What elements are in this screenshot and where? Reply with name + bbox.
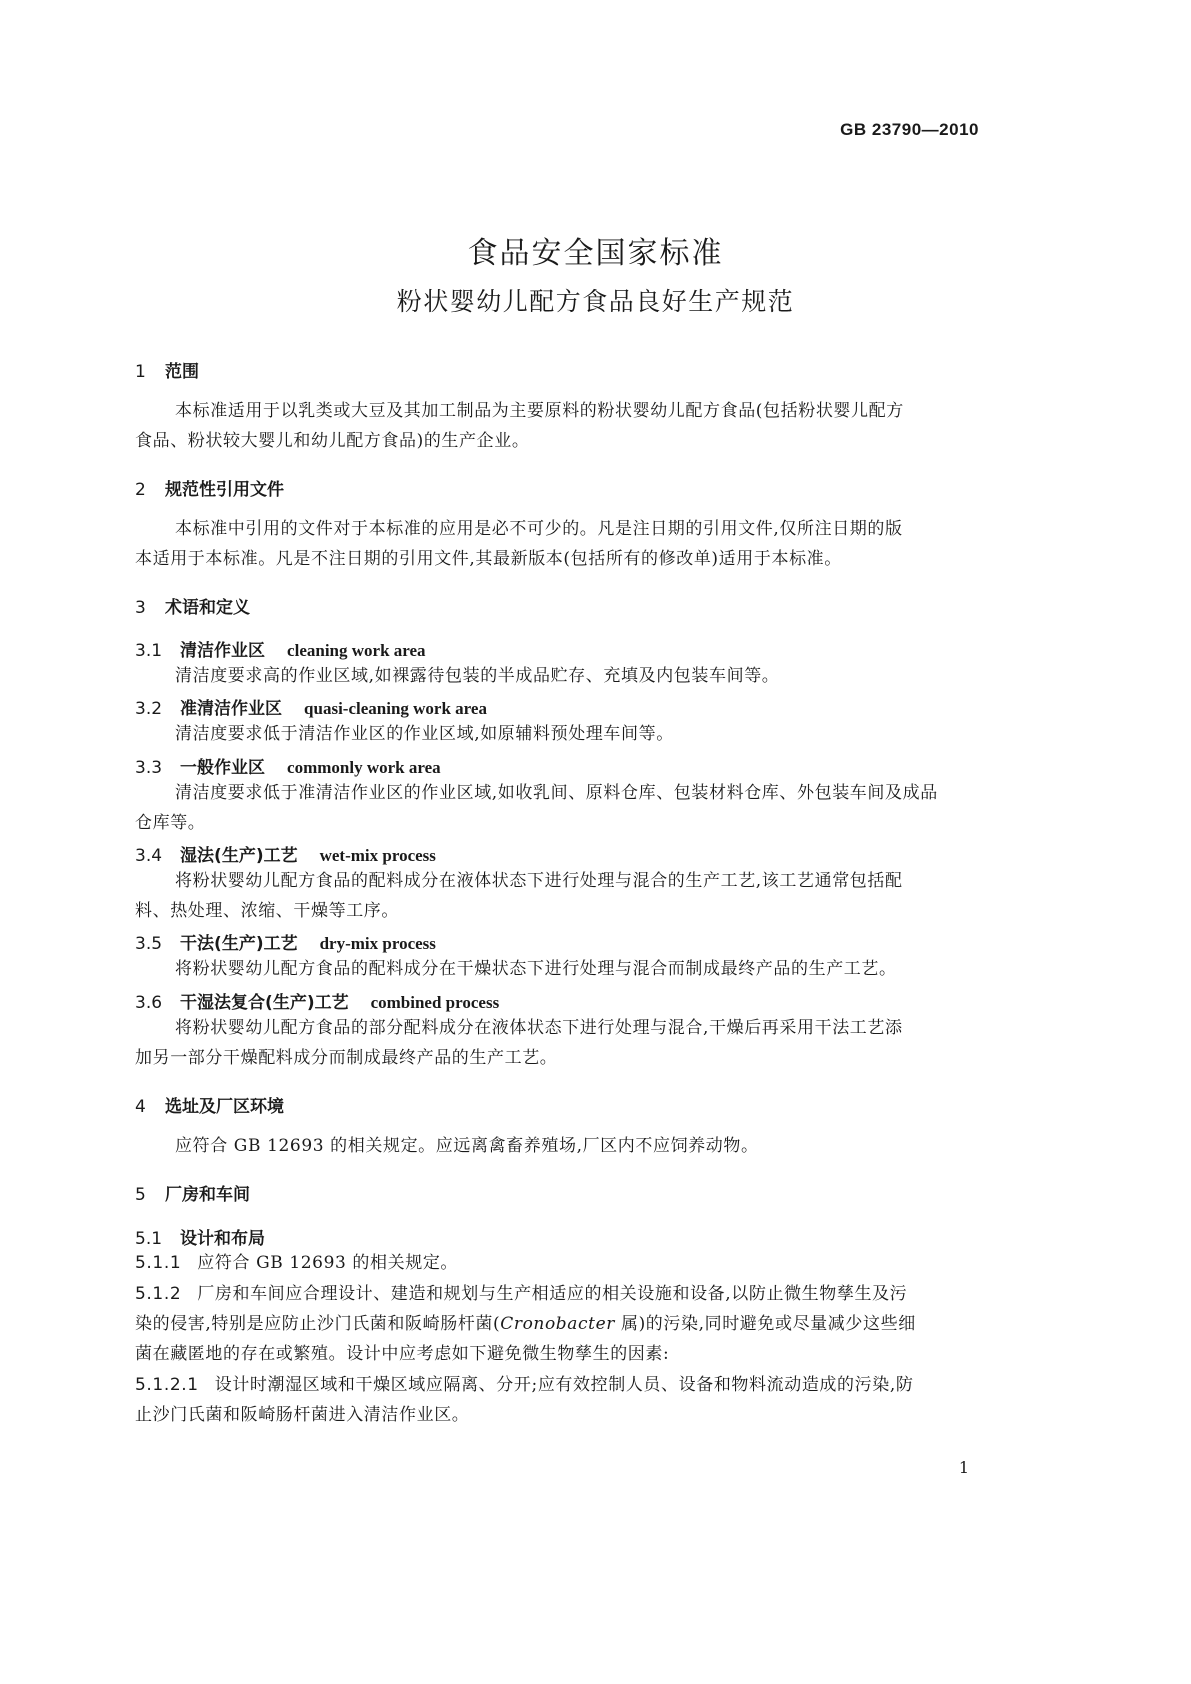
section-4-para: 应符合 GB 12693 的相关规定。应远离禽畜养殖场,厂区内不应饲养动物。 — [175, 1136, 759, 1156]
clause-number: 5.1.2.1 — [135, 1375, 199, 1395]
subsection-number: 5.1 — [135, 1229, 163, 1249]
term-number: 3.5 — [135, 934, 163, 954]
term-zh: 干湿法复合(生产)工艺 — [180, 993, 349, 1013]
clause-number: 5.1.1 — [135, 1253, 182, 1273]
term-number: 3.2 — [135, 699, 163, 719]
clause-text-part-a: 染的侵害,特别是应防止沙门氏菌和阪崎肠杆菌( — [135, 1314, 501, 1334]
term-number: 3.4 — [135, 846, 163, 866]
term-3-4-definition-line2: 料、热处理、浓缩、干燥等工序。 — [135, 901, 399, 921]
clause-5-1-2-line3: 菌在藏匿地的存在或繁殖。设计中应考虑如下避免微生物孳生的因素: — [135, 1344, 670, 1364]
section-1-heading — [135, 357, 199, 382]
term-number: 3.1 — [135, 641, 163, 661]
section-number: 4 — [135, 1097, 146, 1117]
clause-5-1-2-line2 — [135, 1309, 916, 1339]
clause-5-1-2-1-line1 — [135, 1370, 913, 1400]
section-title: 厂房和车间 — [165, 1185, 250, 1205]
page-title: 食品安全国家标准 — [467, 236, 724, 271]
page-subtitle: 粉状婴幼儿配方食品良好生产规范 — [396, 287, 795, 316]
term-number: 3.3 — [135, 758, 163, 778]
section-2-para-line1: 本标准中引用的文件对于本标准的应用是必不可少的。凡是注日期的引用文件,仅所注日期的版 — [175, 519, 903, 539]
section-5-heading — [135, 1180, 250, 1205]
term-3-6-definition-line2: 加另一部分干燥配料成分而制成最终产品的生产工艺。 — [135, 1048, 558, 1068]
term-en: combined process — [370, 993, 500, 1012]
document-number: GB 23790—2010 — [840, 120, 979, 139]
section-title: 规范性引用文件 — [165, 480, 284, 500]
section-title: 选址及厂区环境 — [165, 1097, 284, 1117]
term-3-1-definition: 清洁度要求高的作业区域,如裸露待包装的半成品贮存、充填及内包装车间等。 — [175, 666, 780, 686]
clause-5-1-1 — [135, 1248, 458, 1278]
section-number: 1 — [135, 362, 146, 382]
section-1-para-line2: 食品、粉状较大婴儿和幼儿配方食品)的生产企业。 — [135, 431, 530, 451]
term-en: quasi-cleaning work area — [304, 699, 487, 718]
genus-name: Cronobacter — [500, 1314, 615, 1334]
clause-text: 应符合 GB 12693 的相关规定。 — [197, 1253, 459, 1273]
term-zh: 一般作业区 — [180, 758, 266, 778]
section-title: 范围 — [165, 362, 199, 382]
term-3-3-heading — [135, 753, 441, 778]
term-zh: 湿法(生产)工艺 — [180, 846, 298, 866]
term-3-4-definition-line1: 将粉状婴幼儿配方食品的配料成分在液体状态下进行处理与混合的生产工艺,该工艺通常包括配 — [175, 871, 903, 891]
clause-5-1-2-line1 — [135, 1279, 907, 1309]
term-number: 3.6 — [135, 993, 163, 1013]
term-en: wet-mix process — [319, 846, 436, 865]
term-3-6-heading — [135, 988, 499, 1013]
clause-number: 5.1.2 — [135, 1284, 182, 1304]
section-4-heading — [135, 1092, 284, 1117]
section-title: 术语和定义 — [165, 598, 250, 618]
clause-text-part-b: 属)的污染,同时避免或尽量减少这些细 — [614, 1314, 916, 1334]
term-3-2-definition: 清洁度要求低于清洁作业区的作业区域,如原辅料预处理车间等。 — [175, 724, 674, 744]
clause-5-1-2-1-line2: 止沙门氏菌和阪崎肠杆菌进入清洁作业区。 — [135, 1405, 470, 1425]
section-number: 3 — [135, 598, 146, 618]
term-en: cleaning work area — [287, 641, 426, 660]
term-zh: 准清洁作业区 — [180, 699, 283, 719]
subsection-5-1-heading — [135, 1224, 265, 1249]
clause-text: 设计时潮湿区域和干燥区域应隔离、分开;应有效控制人员、设备和物料流动造成的污染,防 — [214, 1375, 914, 1395]
term-en: dry-mix process — [319, 934, 436, 953]
term-3-3-definition-line1: 清洁度要求低于准清洁作业区的作业区域,如收乳间、原料仓库、包装材料仓库、外包装车间及成品 — [175, 783, 938, 803]
term-3-4-heading — [135, 841, 436, 866]
section-1-para-line1: 本标准适用于以乳类或大豆及其加工制品为主要原料的粉状婴幼儿配方食品(包括粉状婴儿配方 — [175, 401, 904, 421]
clause-text: 厂房和车间应合理设计、建造和规划与生产相适应的相关设施和设备,以防止微生物孳生及污 — [197, 1284, 908, 1304]
term-3-3-definition-line2: 仓库等。 — [135, 813, 206, 833]
section-2-heading — [135, 475, 284, 500]
term-3-5-definition: 将粉状婴幼儿配方食品的配料成分在干燥状态下进行处理与混合而制成最终产品的生产工艺。 — [175, 959, 897, 979]
section-2-para-line2: 本适用于本标准。凡是不注日期的引用文件,其最新版本(包括所有的修改单)适用于本标准。 — [135, 549, 842, 569]
term-3-6-definition-line1: 将粉状婴幼儿配方食品的部分配料成分在液体状态下进行处理与混合,干燥后再采用干法工艺添 — [175, 1018, 903, 1038]
section-3-heading — [135, 593, 250, 618]
term-3-1-heading — [135, 636, 426, 661]
term-en: commonly work area — [287, 758, 441, 777]
subsection-title: 设计和布局 — [180, 1229, 266, 1249]
term-zh: 清洁作业区 — [180, 641, 266, 661]
page-number: 1 — [958, 1458, 969, 1477]
term-3-5-heading — [135, 929, 436, 954]
section-number: 5 — [135, 1185, 146, 1205]
term-zh: 干法(生产)工艺 — [180, 934, 298, 954]
section-number: 2 — [135, 480, 146, 500]
term-3-2-heading — [135, 694, 487, 719]
